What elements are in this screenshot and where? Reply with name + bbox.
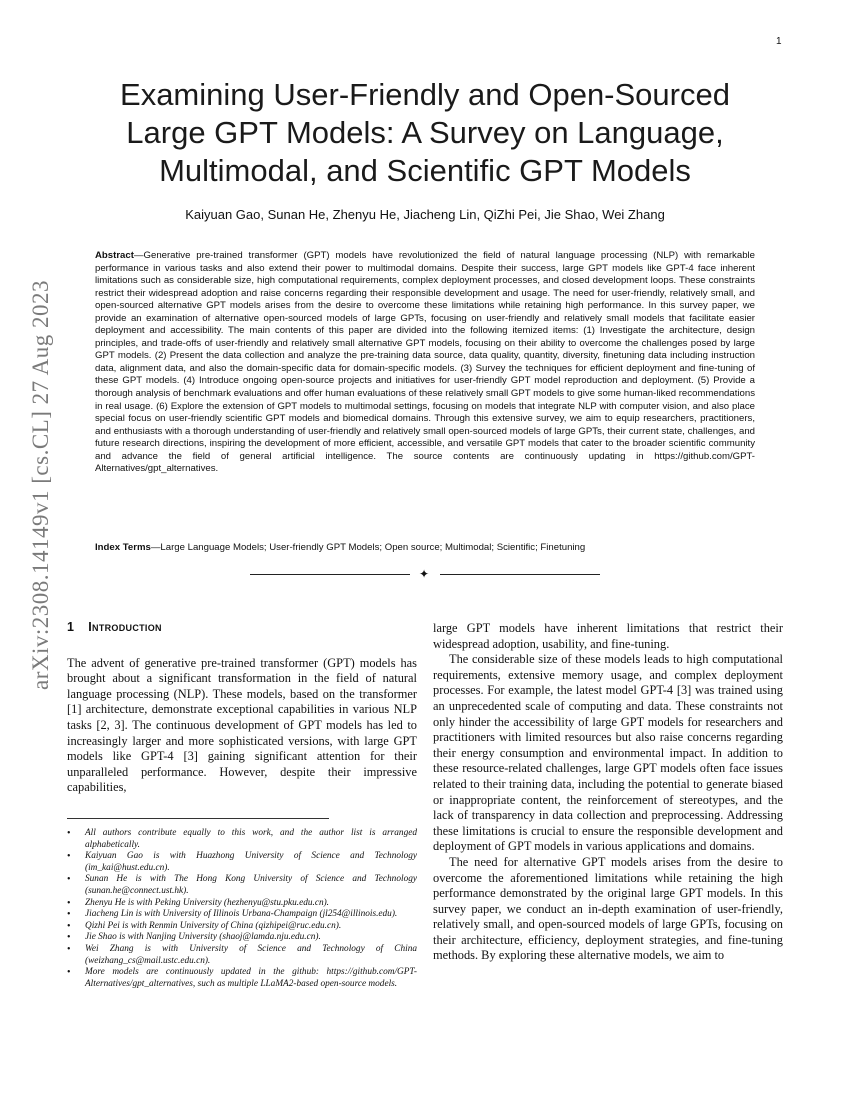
abstract [95, 250, 755, 476]
intro-paragraph: The advent of generative pre-trained transformer (GPT) models has brought about a significant transformation in the field of natural language processing (NLP). These models, based on the transformer [1] architecture, demonstrate exceptional capabilities in various NLP tasks [2, 3]. The continuous development of GPT models has led to increasingly larger and more sophisticated versions, with large GPT models like GPT-4 [3] gaining significant attention for their unparalleled performance. However, despite their impressive capabilities, [67, 655, 417, 795]
title-line-1: Examining User-Friendly and Open-Sourced [120, 77, 730, 112]
paper-title [60, 76, 790, 190]
footnote-item: • Zhenyu He is with Peking University (hezhenyu@stu.pku.edu.cn). [67, 898, 417, 910]
title-line-2: Large GPT Models: A Survey on Language, [126, 115, 724, 150]
left-column [67, 620, 417, 796]
footnote-item: • Qizhi Pei is with Renmin University of China (qizhipei@ruc.edu.cn). [67, 921, 417, 933]
right-paragraph-3: The need for alternative GPT models arises from the desire to overcome the aforementioned limitations while retaining the high performance demonstrated by the original large GPT models. In this survey paper, we conduct an in-depth examination of user-friendly, relatively small, and open-sourced models of large GPTs, focusing on their architecture, efficiency, deployment strategies, and fine-tuning methods. By exploring these alternative models, we aim to [433, 854, 783, 963]
page-number: 1 [776, 36, 782, 47]
footnotes [67, 828, 417, 990]
footnote-item: • Sunan He is with The Hong Kong University of Science and Technology (sunan.he@connect.ust.hk). [67, 874, 417, 897]
footnote-item: • Kaiyuan Gao is with Huazhong University of Science and Technology (im_kai@hust.edu.cn). [67, 851, 417, 874]
section-title: Introduction [88, 620, 162, 634]
author-list: Kaiyuan Gao, Sunan He, Zhenyu He, Jiacheng Lin, QiZhi Pei, Jie Shao, Wei Zhang [185, 207, 665, 222]
footnote-item: • All authors contribute equally to this work, and the author list is arranged alphabetically. [67, 828, 417, 851]
right-paragraph-2: The considerable size of these models leads to high computational requirements, extensive memory usage, and complex deployment processes. For example, the latest model GPT-4 [3] was trained using an unprecedented scale of computing and data. These constraints not only hinder the accessibility of large GPT models for researchers and practitioners with limited resources but also raise concerns regarding their energy consumption and environmental impact. In addition to these resource-related challenges, large GPT models often face issues related to their training data, including the potential to generate biased or inappropriate content, the reinforcement of stereotypes, and the lack of transparency in data collection and preprocessing. Addressing these limitations is crucial to ensure the responsible development and deployment of GPT models in various applications and domains. [433, 652, 783, 854]
footnote-item: • Jie Shao is with Nanjing University (shaoj@lamda.nju.edu.cn). [67, 932, 417, 944]
right-column [433, 621, 783, 964]
footnote-item: • Jiacheng Lin is with University of Illinois Urbana-Champaign (jl254@illinois.edu). [67, 909, 417, 921]
section-heading [67, 620, 417, 636]
right-paragraph-1: large GPT models have inherent limitations that restrict their widespread adoption, usability, and fine-tuning. [433, 621, 783, 651]
abstract-label: Abstract [95, 250, 134, 261]
divider-line-left [250, 574, 410, 575]
divider-line-right [440, 574, 600, 575]
footnote-rule [67, 818, 329, 819]
index-terms [95, 542, 755, 554]
abstract-text: —Generative pre-trained transformer (GPT) models have revolutionized the field of natural language processing (NLP) with remarkable performance in various tasks and also extend their power to multimodal domains. Despite their success, large GPT models like GPT-4 face inherent limitations such as considerable size, high computational requirements, complex deployment processes, and closed development loops. These constraints restrict their widespread adoption and raise concerns regarding their responsible development and usage. The need for user-friendly, relatively small, and open-sourced alternative GPT models arises from the desire to overcome these limitations while retaining high performance. In this survey paper, we provide an examination of alternative open-sourced models of large GPTs, focusing on user-friendly and relatively small models that facilitate easier deployment and accessibility. The main contents of this paper are divided into the following itemized items: (1) Investigate the architecture, design principles, and trade-offs of user-friendly and relatively small alternative GPT models, focusing on their ability to overcome the challenges posed by large GPT models. (2) Present the data collection and analyze the pre-training data source, data quality, quantity, diversity, finetuning data including instruction data, alignment data, and also the domain-specific data for domain-specific models. (3) Survey the techniques for efficient deployment and fine-tuning of these GPT models. (4) Introduce ongoing open-source projects and initiatives for user-friendly GPT model reproduction and deployment. (5) Provide a thorough analysis of benchmark evaluations and offer human evaluations of these relatively small GPT models to give some human-liked recommendations in real usage. (6) Explore the extension of GPT models to multimodal settings, focusing on models that integrate NLP with computer vision, and also place special focus on user-friendly scientific GPT models and biomedical domains. Through this extensive survey, we aim to equip researchers, practitioners, and enthusiasts with a thorough understanding of user-friendly and relatively small open-sourced models of large GPTs, their current state, challenges, and future research directions, inspiring the development of more efficient, accessible, and versatile GPT models that cater to the broader scientific community and advance the field of general artificial intelligence. The source contents are continuously updating in https://github.com/GPT-Alternatives/gpt_alternatives. [95, 250, 755, 475]
title-line-3: Multimodal, and Scientific GPT Models [159, 153, 691, 188]
section-number: 1 [67, 620, 75, 634]
section-divider [250, 568, 600, 580]
arxiv-stamp: arXiv:2308.14149v1 [cs.CL] 27 Aug 2023 [28, 280, 53, 690]
index-terms-label: Index Terms [95, 542, 151, 553]
index-terms-text: —Large Language Models; User-friendly GPT Models; Open source; Multimodal; Scientific; Finetuning [150, 542, 586, 553]
divider-diamond-icon: ✦ [419, 567, 430, 581]
footnote-item: • More models are continuously updated in the github: https://github.com/GPT-Alternatives/gpt_alternatives, such as multiple LLaMA2-based open-source models. [67, 967, 417, 990]
footnote-item: • Wei Zhang is with University of Science and Technology of China (weizhang_cs@mail.ustc.edu.cn). [67, 944, 417, 967]
